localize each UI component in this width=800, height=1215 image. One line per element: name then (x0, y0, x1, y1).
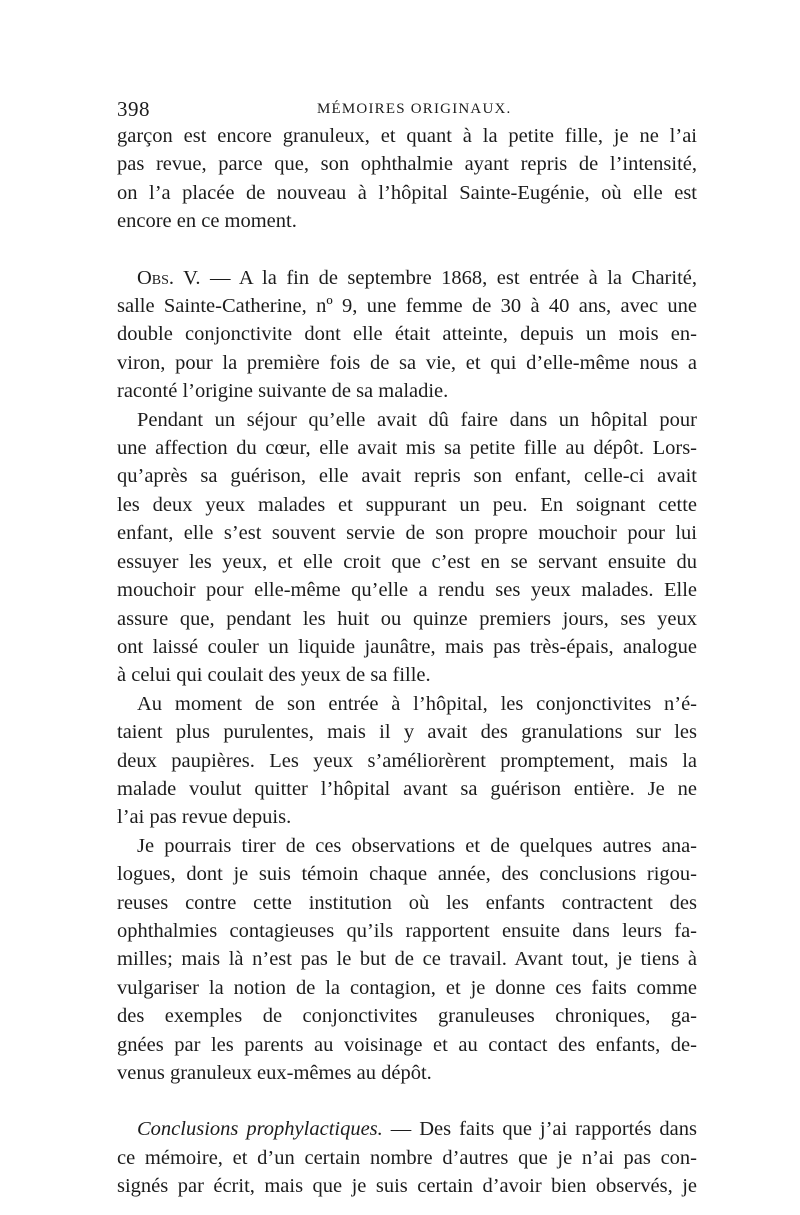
body-text (117, 122, 697, 1201)
paragraph-continuation (117, 122, 697, 236)
text-line: venus granuleux eux-mêmes au dépôt. (117, 1062, 432, 1084)
text-line: enfant, elle s’est souvent servie de son propre mouchoir pour lui (117, 522, 697, 545)
section-gap (117, 236, 697, 264)
text-run: — Des faits que j’ai rapportés dans (382, 1118, 697, 1141)
paragraph (117, 832, 697, 1088)
text-line: reuses contre cette institution où les enfants contractent des (117, 891, 697, 914)
text-line: deux paupières. Les yeux s’améliorèrent promptement, mais la (117, 749, 697, 772)
text-line: milles; mais là n’est pas le but de ce travail. Avant tout, je tiens à (117, 948, 697, 971)
text-line: les deux yeux malades et suppurant un peu. En soignant cette (117, 493, 697, 516)
page-number: 398 (117, 97, 150, 121)
section-gap (117, 1087, 697, 1115)
text-line: taient plus purulentes, mais il y avait des granulations sur les (117, 721, 697, 744)
section-lead: Conclusions prophylactiques. (137, 1118, 383, 1141)
text-line: logues, dont je suis témoin chaque année, des conclusions rigou- (117, 863, 697, 886)
paragraph (117, 406, 697, 690)
text-line: ce mémoire, et d’un certain nombre d’autres que je n’ai pas con- (117, 1146, 697, 1169)
text-line: Je pourrais tirer de ces observations et de quelques autres ana- (137, 834, 697, 857)
text-line: malade voulut quitter l’hôpital avant sa guérison entière. Je ne (117, 777, 697, 800)
text-line: essuyer les yeux, et elle croit que c’est en se servant ensuite du (117, 550, 697, 573)
text-line: raconté l’origine suivante de sa maladie. (117, 380, 449, 403)
text-line: salle Sainte-Catherine, nº 9, une femme de 30 à 40 ans, avec une (117, 295, 697, 318)
text-line: encore en ce moment. (117, 210, 297, 233)
text-line: des exemples de conjonctivites granuleuses chroniques, ga- (117, 1005, 697, 1028)
text-line: une affection du cœur, elle avait mis sa petite fille au dépôt. Lors- (117, 437, 697, 460)
text-line: à celui qui coulait des yeux de sa fille. (117, 664, 431, 687)
text-line (117, 1115, 697, 1143)
text-line: l’ai pas revue depuis. (117, 806, 292, 829)
text-line: vulgariser la notion de la contagion, et je donne ces faits comme (117, 976, 697, 999)
text-line: ont laissé couler un liquide jaunâtre, mais pas très-épais, analogue (117, 635, 697, 658)
text-line: pas revue, parce que, son ophthalmie ayant repris de l’intensité, (117, 153, 697, 176)
text-line: ophthalmies contagieuses qu’ils rapportent ensuite dans leurs fa- (117, 919, 697, 942)
text-line: Au moment de son entrée à l’hôpital, les conjonctivites n’é- (137, 692, 697, 715)
text-line: gnées par les parents au voisinage et au contact des enfants, de- (117, 1033, 697, 1056)
observation-label: Obs. V. (137, 266, 201, 289)
paragraph-observation-5 (117, 264, 697, 406)
text-line: Pendant un séjour qu’elle avait dû faire dans un hôpital pour (137, 408, 697, 431)
text-line: on l’a placée de nouveau à l’hôpital Sainte-Eugénie, où elle est (117, 181, 697, 204)
text-line (117, 264, 697, 292)
text-line: assure que, pendant les huit ou quinze premiers jours, ses yeux (117, 607, 697, 630)
running-head (117, 97, 697, 123)
text-line: garçon est encore granuleux, et quant à la petite fille, je ne l’ai (117, 125, 697, 147)
text-line: viron, pour la première fois de sa vie, et qui d’elle-même nous a (117, 351, 697, 374)
paragraph (117, 690, 697, 832)
text-run: — A la fin de septembre 1868, est entrée à la Charité, (200, 266, 697, 289)
paragraph-conclusions (117, 1115, 697, 1200)
text-line: signés par écrit, mais que je suis certain d’avoir bien observés, je (117, 1175, 697, 1198)
text-line: mouchoir pour elle-même qu’elle a rendu ses yeux malades. Elle (117, 579, 697, 602)
running-title: MÉMOIRES ORIGINAUX. (317, 101, 512, 117)
text-line: qu’après sa guérison, elle avait repris son enfant, celle-ci avait (117, 465, 697, 488)
text-line: double conjonctivite dont elle était atteinte, depuis un mois en- (117, 323, 697, 346)
